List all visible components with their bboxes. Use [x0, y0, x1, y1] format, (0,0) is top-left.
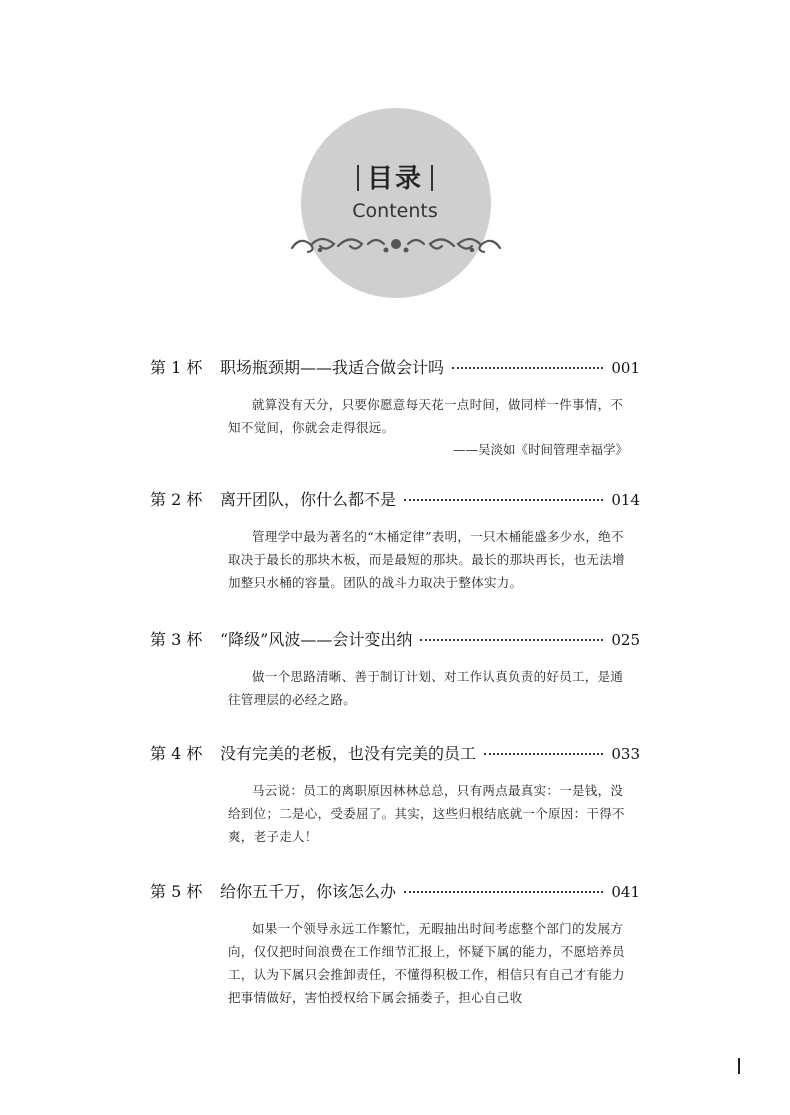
quote-source: ——吴淡如《时间管理幸福学》	[452, 442, 628, 457]
dot-leader	[420, 639, 603, 641]
page-number: 014	[611, 491, 640, 509]
page-edge-marker	[738, 1058, 740, 1074]
chapter-number: 第 2 杯	[150, 490, 203, 509]
dot-leader	[404, 499, 603, 501]
page-title	[0, 158, 790, 195]
toc-entry-line[interactable]	[150, 627, 640, 657]
dot-leader	[452, 367, 603, 369]
chapter-quote: 就算没有天分，只要你愿意每天花一点时间，做同样一件事情，不知不觉间，你就会走得很远。	[228, 397, 624, 435]
page-number: 033	[611, 745, 640, 763]
page-subtitle: Contents	[352, 200, 438, 222]
toc-entry-line[interactable]	[150, 879, 640, 909]
chapter-quote: 管理学中最为著名的“木桶定律”表明，一只木桶能盛多少水，绝不取决于最长的那块木板，而是最短的那块。最长的那块再长，也无法增加整只水桶的容量。团队的战斗力取决于整体实力。	[228, 529, 625, 590]
toc-entry-2	[150, 487, 640, 617]
dot-leader	[484, 753, 603, 755]
chapter-quote: 马云说：员工的离职原因林林总总，只有两点最真实：一是钱，没给到位；二是心，受委屈了。其实，这些归根结底就一个原因：干得不爽，老子走人！	[228, 783, 625, 844]
chapter-title: 给你五千万，你该怎么办	[220, 882, 397, 901]
chapter-number: 第 4 杯	[150, 744, 203, 763]
page-number: 025	[611, 631, 640, 649]
table-of-contents	[150, 355, 640, 1009]
chapter-quote: 如果一个领导永远工作繁忙，无暇抽出时间考虑整个部门的发展方向，仅仅把时间浪费在工作细节汇报上，怀疑下属的能力，不愿培养员工，认为下属只会推卸责任，不懂得积极工作，相信只有自己才有能力把事情做好，害怕授权给下属会捅娄子，担心自己收	[228, 921, 625, 1005]
chapter-quote: 做一个思路清晰、善于制订计划、对工作认真负责的好员工，是通往管理层的必经之路。	[228, 669, 624, 707]
chapter-title: “降级”风波——会计变出纳	[220, 630, 413, 649]
toc-entry-line[interactable]	[150, 355, 640, 385]
chapter-number: 第 3 杯	[150, 630, 203, 649]
toc-entry-4	[150, 741, 640, 871]
ornament-flourish	[286, 230, 506, 260]
chapter-title: 没有完美的老板，也没有完美的员工	[220, 744, 477, 763]
chapter-title: 职场瓶颈期——我适合做会计吗	[220, 358, 445, 377]
page-number: 001	[611, 359, 640, 377]
toc-entry-1	[150, 355, 640, 469]
dot-leader	[404, 891, 603, 893]
chapter-number: 第 5 杯	[150, 882, 203, 901]
toc-entry-line[interactable]	[150, 741, 640, 771]
toc-entry-3	[150, 627, 640, 727]
chapter-number: 第 1 杯	[150, 358, 203, 377]
toc-entry-line[interactable]	[150, 487, 640, 517]
page-number: 041	[611, 883, 640, 901]
title-bar-right	[431, 165, 433, 191]
chapter-title: 离开团队，你什么都不是	[220, 490, 397, 509]
title-text: 目录	[366, 164, 423, 194]
title-bar-left	[357, 165, 359, 191]
toc-entry-5	[150, 879, 640, 1009]
